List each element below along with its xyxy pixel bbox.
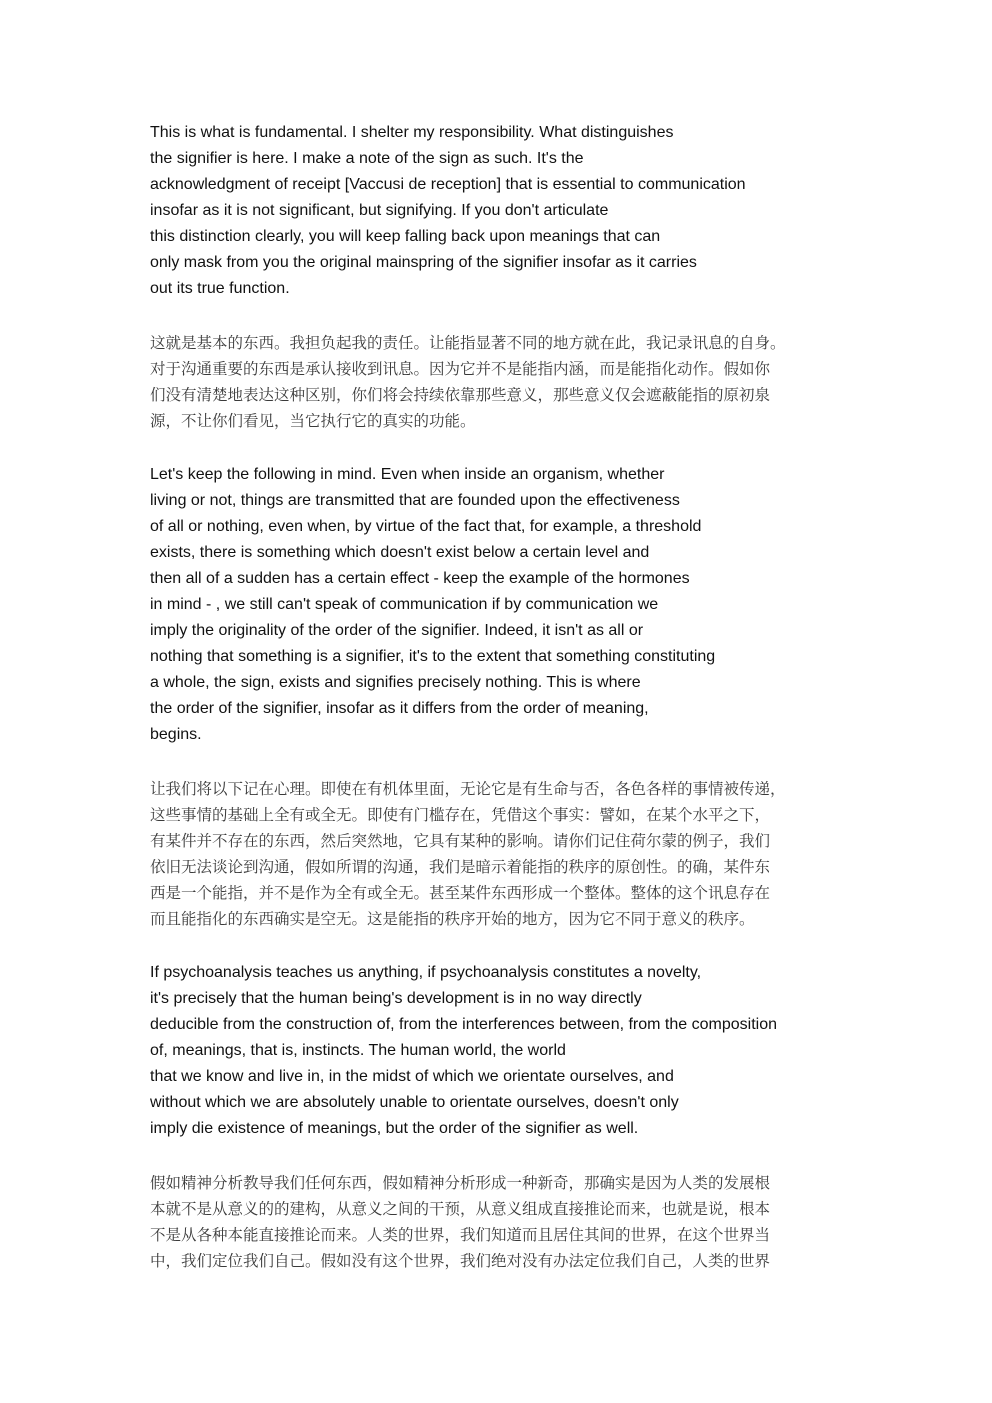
paragraph-spacer [150, 748, 850, 776]
text-line: This is what is fundamental. I shelter my responsibility. What distinguishes [150, 124, 674, 141]
text-line: nothing that something is a signifier, it's to the extent that something constituting [150, 648, 716, 665]
text-line: living or not, things are transmitted that are founded upon the effectiveness [150, 492, 680, 509]
paragraph-spacer [150, 302, 850, 330]
text-line: the order of the signifier, insofar as it differs from the order of meaning, [150, 700, 649, 717]
text-line: begins. [150, 726, 202, 743]
text-line: Let's keep the following in mind. Even when inside an organism, whether [150, 466, 665, 483]
paragraph-en-3 [150, 960, 850, 1142]
text-line: imply die existence of meanings, but the order of the signifier as well. [150, 1120, 639, 1137]
text-line: of all or nothing, even when, by virtue of the fact that, for example, a threshold [150, 518, 702, 535]
paragraph-en-1 [150, 120, 850, 302]
document-page [150, 120, 850, 1274]
text-line: 假如精神分析教导我们任何东西，假如精神分析形成一种新奇，那确实是因为人类的发展根 [150, 1174, 771, 1192]
text-line: 不是从各种本能直接推论而来。人类的世界，我们知道而且居住其间的世界，在这个世界当 [150, 1226, 771, 1244]
text-line: it's precisely that the human being's development is in no way directly [150, 990, 642, 1007]
text-line: 让我们将以下记在心理。即使在有机体里面，无论它是有生命与否，各色各样的事情被传递， [150, 780, 786, 798]
text-line: out its true function. [150, 280, 290, 297]
text-line: 而且能指化的东西确实是空无。这是能指的秩序开始的地方，因为它不同于意义的秩序。 [150, 910, 755, 928]
text-line: 本就不是从意义的的建构，从意义之间的干预，从意义组成直接推论而来，也就是说，根本 [150, 1200, 771, 1218]
paragraph-spacer [150, 1142, 850, 1170]
paragraph-spacer [150, 434, 850, 462]
text-line: without which we are absolutely unable to orientate ourselves, doesn't only [150, 1094, 679, 1111]
paragraph-zh-2 [150, 776, 844, 932]
text-line: 这些事情的基础上全有或全无。即使有门槛存在，凭借这个事实：譬如，在某个水平之下， [150, 806, 771, 824]
paragraph-en-2 [150, 462, 850, 748]
text-line: 这就是基本的东西。我担负起我的责任。让能指显著不同的地方就在此，我记录讯息的自身。 [150, 334, 786, 352]
text-line: in mind - , we still can't speak of communication if by communication we [150, 596, 659, 613]
text-line: 中，我们定位我们自己。假如没有这个世界，我们绝对没有办法定位我们自己，人类的世界 [150, 1252, 771, 1270]
text-line: 西是一个能指，并不是作为全有或全无。甚至某件东西形成一个整体。整体的这个讯息存在 [150, 884, 771, 902]
text-line: 源，不让你们看见，当它执行它的真实的功能。 [150, 412, 476, 430]
text-line: a whole, the sign, exists and signifies precisely nothing. This is where [150, 674, 641, 691]
text-line: then all of a sudden has a certain effect - keep the example of the hormones [150, 570, 690, 587]
text-line: only mask from you the original mainspring of the signifier insofar as it carries [150, 254, 697, 271]
text-line: acknowledgment of receipt [Vaccusi de reception] that is essential to communication [150, 176, 746, 193]
text-line: of, meanings, that is, instincts. The human world, the world [150, 1042, 566, 1059]
text-line: this distinction clearly, you will keep falling back upon meanings that can [150, 228, 661, 245]
text-line: 对于沟通重要的东西是承认接收到讯息。因为它并不是能指内涵，而是能指化动作。假如你 [150, 360, 771, 378]
text-line: deducible from the construction of, from the interferences between, from the composition [150, 1016, 777, 1033]
paragraph-zh-1 [150, 330, 844, 434]
text-line: imply the originality of the order of the signifier. Indeed, it isn't as all or [150, 622, 644, 639]
text-line: exists, there is something which doesn't exist below a certain level and [150, 544, 650, 561]
text-line: the signifier is here. I make a note of the sign as such. It's the [150, 150, 584, 167]
text-line: 依旧无法谈论到沟通，假如所谓的沟通，我们是暗示着能指的秩序的原创性。的确，某件东 [150, 858, 771, 876]
text-line: If psychoanalysis teaches us anything, if psychoanalysis constitutes a novelty, [150, 964, 702, 981]
text-line: that we know and live in, in the midst of which we orientate ourselves, and [150, 1068, 674, 1085]
paragraph-zh-3 [150, 1170, 844, 1274]
text-line: insofar as it is not significant, but signifying. If you don't articulate [150, 202, 609, 219]
paragraph-spacer [150, 932, 850, 960]
text-line: 有某件并不存在的东西，然后突然地，它具有某种的影响。请你们记住荷尔蒙的例子，我们 [150, 832, 771, 850]
text-line: 们没有清楚地表达这种区别，你们将会持续依靠那些意义，那些意义仅会遮蔽能指的原初泉 [150, 386, 771, 404]
